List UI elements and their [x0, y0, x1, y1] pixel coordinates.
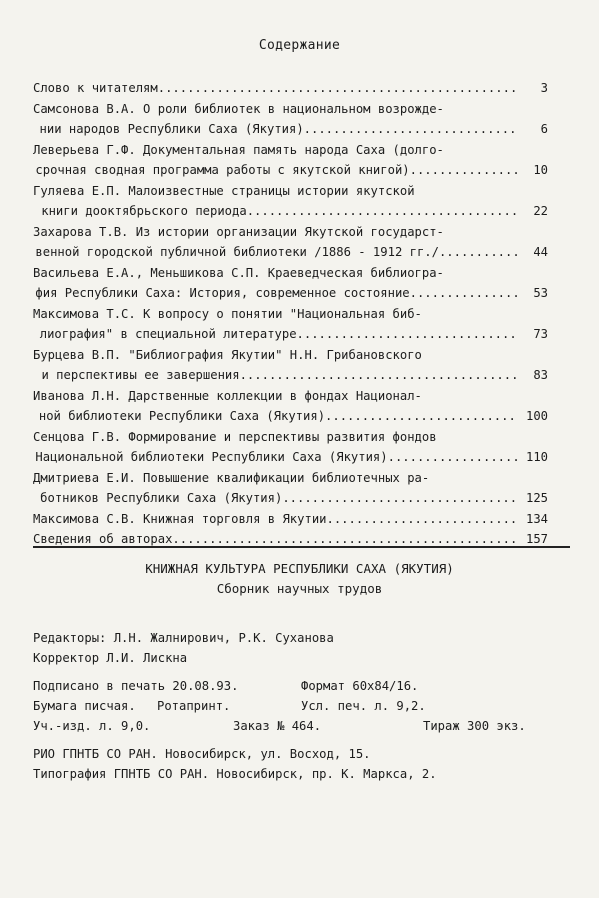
toc-entry-text: ной библиотеки Республики Саха (Якутия) [38, 409, 326, 423]
toc-leader-dots [439, 242, 518, 263]
toc-entry-text: ботников Республики Саха (Якутия) [40, 491, 283, 505]
toc-entry-text: Леверьева Г.Ф. Документальная память народа Саха (долго- [33, 142, 444, 157]
toc-leader-dots [439, 160, 518, 181]
toc-entry [33, 222, 548, 263]
toc-leader-dots [325, 406, 518, 427]
toc-entry-line [33, 201, 548, 222]
toc-leader-dots [439, 283, 518, 304]
toc-entry-line [33, 181, 548, 202]
toc-leader-dots [297, 324, 518, 345]
toc-entry [33, 99, 548, 140]
toc-entry-text: Слово к читателям [33, 81, 158, 95]
toc-entry-line [33, 78, 548, 99]
book-subtitle: Сборник научных трудов [216, 581, 383, 596]
toc-entry-text: Дмитриева Е.И. Повышение квалификации библиотечных ра- [33, 470, 430, 485]
toc-page-number: 83 [533, 368, 548, 382]
toc-entry-line [33, 468, 548, 489]
toc-page-number: 100 [525, 409, 548, 423]
toc-entry-line [33, 242, 548, 263]
toc-entry-line [33, 386, 548, 407]
toc-entry [33, 345, 548, 386]
toc-entry-text: Иванова Л.Н. Дарственные коллекции в фондах Национал- [33, 388, 422, 403]
toc-page-number: 44 [533, 245, 548, 259]
toc-entry-text: фия Республики Саха: История, современное состояние.... [35, 286, 439, 300]
toc-entry-text: и перспективы ее завершения [41, 368, 240, 382]
toc-leader-dots [304, 119, 518, 140]
toc-entry [33, 427, 548, 468]
imprint-typography: Типография ГПНТБ СО РАН. Новосибирск, пр. К. Маркса, 2. [33, 767, 437, 781]
toc-entry-line [33, 345, 548, 366]
imprint-pub-sheets: Уч.-изд. л. 9,0. [33, 719, 151, 733]
imprint [33, 628, 563, 792]
toc-entry-line [33, 119, 548, 140]
toc-entry [33, 509, 548, 530]
imprint-signed: Подписано в печать 20.08.93. [33, 679, 239, 693]
imprint-rio: РИО ГПНТБ СО РАН. Новосибирск, ул. Восход, 15. [33, 747, 371, 761]
toc-entry [33, 304, 548, 345]
toc-page-number: 157 [525, 532, 548, 546]
toc-entry [33, 468, 548, 509]
toc-entry-text: Гуляева Е.П. Малоизвестные страницы истории якутской [33, 183, 415, 198]
toc-entry [33, 263, 548, 304]
toc-page-number: 73 [533, 327, 548, 341]
toc-entry-line [33, 447, 548, 468]
toc-heading: Содержание [258, 38, 341, 53]
toc-entry-text: Васильева Е.А., Меньшикова С.П. Краеведческая библиогра- [33, 265, 444, 280]
imprint-editors: Редакторы: Л.Н. Жалнирович, Р.К. Суханова [33, 631, 334, 645]
toc-entry-line [33, 509, 548, 530]
toc-entry-line [33, 324, 548, 345]
toc-leader-dots [282, 488, 518, 509]
toc-entry-line [33, 304, 548, 325]
toc-entry-text: Бурцева В.П. "Библиография Якутии" Н.Н. Грибановского [33, 347, 422, 362]
toc-entry-text: Национальной библиотеки Республики Саха (Якутия)....... [35, 450, 439, 464]
toc-page-number: 53 [533, 286, 548, 300]
toc-entry-line [33, 160, 548, 181]
toc-page-number: 22 [533, 204, 548, 218]
toc-leader-dots [439, 447, 518, 468]
toc-entry-line [33, 427, 548, 448]
imprint-printing: Ротапринт. [157, 699, 231, 713]
toc-page-number: 3 [540, 81, 548, 95]
toc-entry [33, 140, 548, 181]
imprint-paper: Бумага писчая. [33, 699, 136, 713]
toc-leader-dots [158, 78, 518, 99]
toc-entry [33, 386, 548, 427]
toc-entry-line [33, 488, 548, 509]
imprint-corrector: Корректор Л.И. Лискна [33, 651, 188, 665]
imprint-run: Тираж 300 экз. [423, 719, 526, 733]
toc-entry-text: Сведения об авторах [33, 532, 173, 546]
toc-entry-line [33, 222, 548, 243]
toc-entry [33, 181, 548, 222]
toc-entry [33, 78, 548, 99]
toc-entry-text: нии народов Республики Саха (Якутия) [39, 122, 304, 136]
imprint-sheets: Усл. печ. л. 9,2. [301, 699, 426, 713]
toc-entry-line [33, 283, 548, 304]
toc-entry-text: книги дооктябрьского периода [41, 204, 247, 218]
toc-page-number: 134 [525, 511, 548, 526]
toc-entry-line [33, 99, 548, 120]
toc-page-number: 10 [533, 163, 548, 177]
toc-entry-text: Сенцова Г.В. Формирование и перспективы развития фондов [33, 429, 437, 444]
toc-entry-line [33, 263, 548, 284]
toc-entry-line [33, 140, 548, 161]
toc-entry-text: лиография" в специальной литературе [39, 327, 297, 341]
toc-entry-line [33, 406, 548, 427]
table-of-contents [33, 78, 548, 550]
toc-page-number: 6 [540, 122, 548, 136]
toc-entry-text: венной городской публичной библиотеки /1886 - 1912 гг./ [35, 245, 439, 259]
toc-entry-text: Самсонова В.А. О роли библиотек в национальном возрожде- [33, 101, 444, 116]
book-title-block [0, 559, 599, 599]
book-title: КНИЖНАЯ КУЛЬТУРА РЕСПУБЛИКИ САХА (ЯКУТИЯ) [145, 561, 454, 576]
toc-leader-dots [247, 201, 518, 222]
toc-entry-line [33, 365, 548, 386]
toc-entry-text: Захарова Т.В. Из истории организации Якутской государст- [33, 224, 444, 239]
toc-page-number: 125 [525, 491, 548, 505]
toc-page-number: 110 [525, 450, 548, 464]
toc-entry-text: Максимова С.В. Книжная торговля в Якутии [33, 511, 327, 526]
toc-entry-text: Максимова Т.С. К вопросу о понятии "Национальная биб- [33, 306, 422, 321]
toc-leader-dots [327, 509, 519, 530]
imprint-order: Заказ № 464. [233, 719, 322, 733]
toc-entry-text: срочная сводная программа работы с якутской книгой).... [35, 163, 439, 177]
divider-line [33, 546, 570, 548]
toc-leader-dots [240, 365, 518, 386]
imprint-format: Формат 60х84/16. [301, 679, 419, 693]
